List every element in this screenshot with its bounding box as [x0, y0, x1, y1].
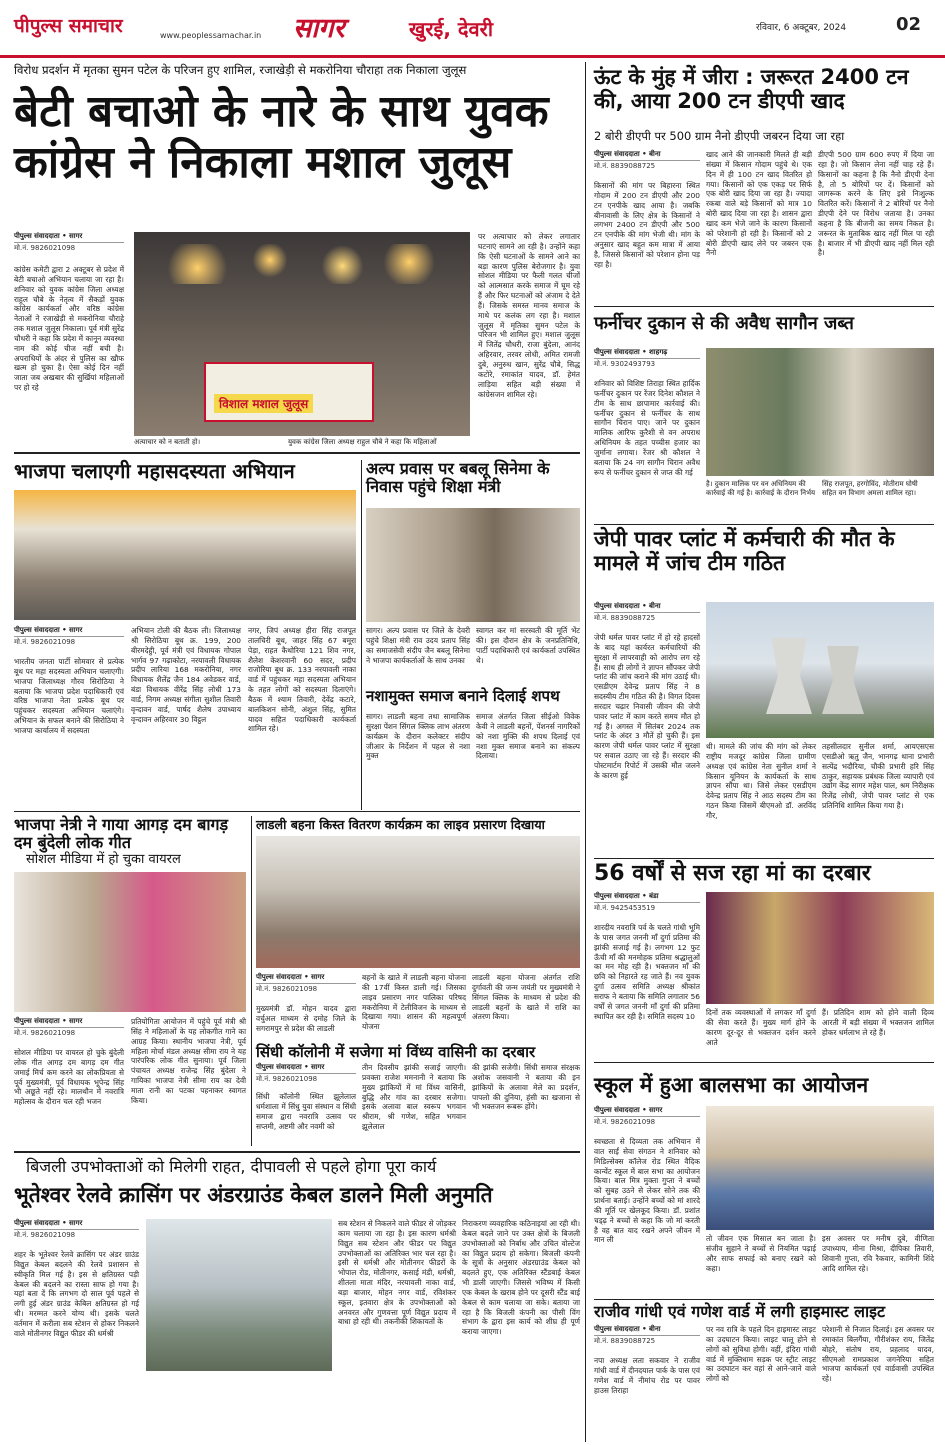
ladli-column-3: लाडली बहना योजना अंतर्गत राशि दुर्गावती की जन्म जयंती पर मुख्यमंत्री ने सिंगल क्लिक के माध्यम से प्रदेश की लाडली बहनों के खाते में राशि का अंतरण किया। — [472, 973, 580, 1022]
school-column-1: स्वच्छता से दिव्यता तक अभियान में वात साईं सेवा संगठन ने शनिवार को मिडिल्सेक्स कॉलेज रोड स्थित वैदिक कान्वेंट स्कूल में बाल सभा का आयोजन किया। बाल मित्र मुक्ता गुप्ता ने बच्चों को सुबह उठने से लेकर सोने तक की प्रार्थना बताई। उन्होंने बच्चों को मां शारदे की मूर्ति पर खेलकूद किया। डॉ. प्रशांत चड्ढ़ ने बच्चों से कहा कि जो मां करती है वह बात याद रखने अपने जीवन में मान ली — [594, 1137, 700, 1245]
school-byline: पीपुल्स संवाददाता • सागर मो.नं. 9826021098 — [594, 1106, 700, 1127]
sagon-headline: फर्नीचर दुकान से की अवैध सागौन जब्त — [594, 313, 854, 334]
divider — [14, 452, 580, 454]
sindhi-byline: पीपुल्स संवाददाता • सागर मो.नं. 9826021098 — [256, 1063, 356, 1084]
jp-column-3: तहसीलदार सुनील शर्मा, आयएसएस एसडीओ ऋतु जैन, भानगढ़ थाना प्रभारी सत्येंद्र भदौरिया, चौकी प्रभारी हरि सिंह ठाकुर, सहायक प्रबंधक जिला व्यापारी एवं उद्योग केंद्र सागर महेश पाल, श्रम निरीक्षक रिजेंद्र लोधी, जेपी पावर प्लांट से एक प्रतिनिधि शामिल किया गया है। — [822, 742, 934, 811]
jp-column-2: थी। मामले की जांच की मांग को लेकर राष्ट्रीय मजदूर कांग्रेस जिला ग्रामीण अध्यक्ष एवं कांग्रेस नेता सुनील शर्मा ने किसान यूनियन के कार्यकर्ता के साथ ज्ञापन सौंपा था। जिसे लेकर एसडीएम देवेन्द्र प्रताप सिंह ने आठ सदस्य टीम का गठन किया जिसमें बीएमओ डॉ. अरविंद गौर, — [706, 742, 816, 820]
babloo-column-1: सागर। अल्प प्रवास पर जिले के देवरी पहुंचे शिक्षा मंत्री राव उदय प्रताप सिंह का समाजसेवी संदीप जैन बबलू सिनेमा ने भाजपा कार्यकर्ताओं के साथ उनका — [366, 626, 470, 665]
sagon-byline: पीपुल्स संवाददाता • शाहगढ़ मो.नं. 9302493793 — [594, 348, 700, 369]
divider — [14, 811, 580, 812]
divider — [594, 306, 934, 307]
mast-column-2: पर नव रात्रि के पहले दिन हाइमास्ट लाइट का उदघाटन किया। लाइट चालू होने से लोगों को सुविधा होगी। वहीं, इंदिरा गांधी वार्ड में मुक्तिधाम सड़क पर स्ट्रीट लाइट का उदघाटन कर वहां से आने-जाने वाले लोगों को — [706, 1325, 816, 1384]
divider — [594, 858, 934, 859]
column-divider — [585, 62, 586, 1442]
singer-photo — [14, 872, 246, 1012]
bjp-byline: पीपुल्स संवाददाता • सागर मो.नं. 9826021098 — [14, 626, 124, 647]
lead-caption-2: युवक कांग्रेस जिला अध्यक्ष राहुल चौबे ने कहा कि महिलाओं — [288, 438, 437, 446]
banner-text: विशाल मशाल जुलूस — [214, 394, 313, 413]
school-column-2: तो जीवन एक मिसाल बन जाता है। संजीव सुहाने ने बच्चों से नियमित पढ़ाई और साफ सफाई को बनाए रखने को कहा। — [706, 1234, 816, 1273]
bijli-kicker: बिजली उपभोक्ताओं को मिलेगी राहत, दीपावली से पहले होगा पूरा कार्य — [26, 1157, 437, 1176]
ladli-headline: लाडली बहना किस्त वितरण कार्यक्रम का लाइव प्रसारण दिखाया — [256, 817, 545, 832]
aagad-headline: भाजपा नेत्री ने गाया आगड़ दम बागड़ दम बुंदेली लोक गीत — [14, 815, 229, 852]
sindhi-column-1: सिंधी कॉलोनी स्थित झूलेलाल धर्मशाला में सिंधु युवा संस्थान व सिंधी समाज द्वारा नवरात्रि उत्सव पर सप्तमी, अष्टमी और नवमी को — [256, 1092, 356, 1131]
sindhi-headline: सिंधी कॉलोनी में सजेगा मां विंध्य वासिनी का दरबार — [256, 1043, 536, 1061]
ladli-column-2: बहनों के खाते में लाडली बहना योजना की 17वीं किस्त डाली गई। जिसका लाइव प्रसारण नगर पालिका परिषद मकरोनिया में टेलीविजन के माध्यम से दिखाया गया। शासन की महत्वपूर्ण योजना — [362, 973, 466, 1032]
jp-byline: पीपुल्स संवाददाता • बीना मो.नं. 8839088725 — [594, 602, 700, 623]
ladli-byline: पीपुल्स संवाददाता • सागर मो.नं. 9826021098 — [256, 973, 356, 994]
lead-kicker: विरोध प्रदर्शन में मृतका सुमन पटेल के परिजन हुए शामिल, रजाखेड़ी से मकरोनिया चौराहा तक निकाला जुलूस — [14, 63, 467, 77]
divider — [594, 1062, 934, 1063]
bjp-column-3: नगर, जिपं अध्यक्ष हीरा सिंह राजपूत तालचिरी बूथ, जाहर सिंह 67 बमूरा पेड़ा, राहत कैथोरिया 121 शिव नगर, शैलेश केशरवानी 60 सदर, प्रदीप राजोरिया बूथ क्र. 133 नरयावली नाका वार्ड में पहुंचकर महा सदस्यता अभियान के तहत लोगों को सदस्यता दिलाएंगे। बैठक में श्याम तिवारी, देवेंद्र कटारे, बालकिशन सोनी, अंशुल सिंह, सुमित यादव सहित पदाधिकारी कार्यकर्ता शामिल रहे। — [248, 626, 356, 734]
nasha-column-2: समाज अंतर्गत जिला सीईओ विवेक केवी ने लाडली बहनों, पेंशनर्स नागरिकों को नशा मुक्ति की शपथ दिलाई एवं नशा मुक्त समाज बनाने का संकल्प दिलाया। — [476, 712, 580, 761]
bijli-column-1b — [14, 1294, 139, 1438]
lead-photo-caption: अत्याचार को न बताती हो। — [134, 438, 201, 446]
torch-flames — [154, 244, 444, 284]
aagad-column-1: सोशल मीडिया पर वायरल हो चुके बुंदेली लोक गीत आगड़ दम बागड़ दम गीत जमाई मिर्च कम करने का लोकप्रियता से पूर्व मुख्यमंत्री, पूर्व विधायक भूपेन्द्र सिंह भी अछूते नहीं रहे। मालथौन में नवरात्रि महोत्सव के दौरान चल रही भजन — [14, 1048, 124, 1107]
lead-column-right: पर अत्याचार को लेकर लगातार घटनाएं सामने आ रही है। उन्होंने कहा कि ऐसी घटनाओं के सामने आने का बड़ा कारण पुलिस बेरोजगार है। युवा सोशल मीडिया पर फैली गलत चीजों को आत्मसात करके समाज में घूम रहे हैं और फिर घटनाओं को अंजाम दे देते हैं। जिसके समस्त मानव समाज के माथे पर कलंक लग रहा है। मशाल जुलूस में मृतिका सुमन पटेल के परिजन भी शामिल हुए। मशाल जुलूस में जितेंद्र चौधरी, राजा बुंदेला, आनंद अहिरवार, तरवर लोधी, अमित रामजी दुबे, अनुरुध खान, सुरेंद्र चौबे, सिद्ध कटोरे, रमाकांत यादव, डॉ. हेमंत लाड़िया सहित बड़ी संख्या में कांग्रेसजन शामिल रहे। — [478, 232, 580, 399]
aagad-subhead: सोशल मीडिया में हो चुका वायरल — [26, 852, 181, 867]
bjp-headline: भाजपा चलाएगी महासदस्यता अभियान — [14, 459, 295, 483]
lead-headline: बेटी बचाओ के नारे के साथ युवक कांग्रेस ने निकाला मशाल जुलूस — [14, 86, 549, 189]
seized-wood-photo — [706, 348, 934, 476]
dap-headline: ऊंट के मुंह में जीरा : जरूरत 2400 टन की, आया 200 टन डीएपी खाद — [594, 65, 909, 113]
rally-photo — [134, 232, 470, 436]
jp-headline: जेपी पावर प्लांट में कर्मचारी की मौत के मामले में जांच टीम गठित — [594, 527, 895, 575]
school-children-photo — [706, 1106, 934, 1230]
sagon-caption-a: है। दुकान मालिक पर वन अधिनियम की कार्रवाई की गई है। कार्रवाई के दौरान निर्भय — [706, 480, 816, 498]
lead-byline: पीपुल्स संवाददाता • सागर मो.नं. 9826021098 — [14, 232, 124, 253]
sindhi-column-3: की झांकी सजेगी। सिंधी समाज संरक्षक अशोक जसवानी ने बताया की इन झांकियों के अलावा मेले का प्रदर्शन, पापलो की दुनिया, हंसी का खजाना से भी भक्तजन रूबरू होंगे। — [472, 1063, 580, 1112]
dap-byline: पीपुल्स संवाददाता • बीना मो.नं. 8839088725 — [594, 150, 700, 171]
durga-column-3: हैं। प्रतिदिन शाम को होने वाली दिव्य आरती में बड़ी संख्या में भक्तजन शामिल होकर धर्मलाभ ले रहे हैं। — [822, 1008, 934, 1037]
durga-column-1: शारदीय नवरात्रि पर्व के चलते गांधी भूमि के पास जगत जननी माँ दुर्गा प्रतिमा की झांकी सजाई गई है। लगभग 12 फुट ऊँची माँ की मनमोहक प्रतिमा श्रद्धालुओं का मन मोह रही है। भक्तजन माँ की छवि को निहारते रह जाते हैं। नव युवक दुर्गा उत्सव समिति अध्यक्ष श्रीकांत सराफ ने बताया कि समिति लगातार 56 वर्षों से जगत जननी माँ दुर्गा की प्रतिमा स्थापित कर रही है। समिति सदस्य 10 — [594, 923, 700, 1021]
mast-headline: राजीव गांधी एवं गणेश वार्ड में लगी हाइमास्ट लाइट — [594, 1302, 886, 1321]
bjp-column-1: भारतीय जनता पार्टी सोमवार से प्रत्येक बूथ पर महा सदस्यता अभियान चलाएगी। भाजपा जिलाध्यक्ष गौरव सिरोठिया ने बताया कि भाजपा प्रदेश पदाधिकारी एवं वरिष्ठ भाजपा नेता प्रत्येक बूथ पर पहुंचकर सदस्यता अभियान चलाएंगे। अभियान के सफल बनाने की सिरोठिया ने भाजपा कार्यालय में सदस्यता — [14, 657, 124, 735]
bjp-column-2: अभियान टोली की बैठक ली। जिलाध्यक्ष श्री सिरोठिया बूथ क्र. 199, 200 बीरमदेहुी, पूर्व मंत्री एवं विधायक गोपाल भार्गव 97 गढ़ाकोटा, नरयावली विधायक प्रदीप लारिया 168 मकरोनिया, नगर विधायक शैलेंद्र जैन 184 अवेडकर वार्ड, बंडा विधायक वीरेंद्र सिंह लोधी 173 वार्ड, निगम अध्यक्ष संगीता सुशील तिवारी वृन्दावन वार्ड, पार्षद शैलेष उपाध्याय वृन्दावन अहिरवार 30 विट्ठल — [131, 626, 241, 724]
mast-byline: पीपुल्स संवाददाता • बीना मो.नं. 8839088725 — [594, 1325, 700, 1346]
bijli-column-3: निराकरण व्यवहारिक कठिनाइयां आ रही थी। केबल बदले जाने पर उक्त क्षेत्रों के बिजली उपभोक्ताओं को निर्बाध और उचित वोल्टेज का विद्युत प्रदाय हो सकेगा। बिजली कंपनी के सूत्रों के अनुसार अंडरग्राउंड केबल को बदलते हुए, एक अतिरिक्त स्टैंडबाई केबल भी डाली जाएगी। जिससे भविष्य में किसी एक केबल के खराब होने पर दूसरी स्टैंड बाई केबल से काम चलाया जा सके। बताया जा रहा है कि बिजली कंपनी का पीसी विंग संभाग के द्वारा इस कार्य को शीघ्र ही पूर्ण कराया जाएगा। — [462, 1219, 580, 1337]
divider — [361, 460, 362, 810]
divider — [251, 816, 252, 1146]
sagon-column-1: शनिवार को विशिष्ट तिराहा स्थित हार्दिक फर्नीचर दुकान पर रेंजर दिनेश कौशल ने टीम के साथ छापामार कार्रवाई की। फर्नीचर दुकान से फर्नीचर के साथ सागौन चिरान पाए। जाने पर दुकान मालिक आरिफ कुरैशी से वन अपराध अधिनियम के तहत पच्चीस हजार का जुर्माना लगाया। रेंजर श्री कौशल ने बताया कि 24 नग सागौन चिरान अवैध रूप से फर्नीचर दुकान से जप्त की गई — [594, 379, 700, 477]
school-column-3: इस अवसर पर मनीष दुबे, वीणिता उपाध्याय, मीना मिश्रा, दीपिका तिवारी, शिवानी गुप्ता, रवि रैकवार, कामिनी शिंदे आदि शामिल रहे। — [822, 1234, 934, 1273]
bijli-byline: पीपुल्स संवाददाता • सागर मो.नं. 9826021098 — [14, 1219, 139, 1240]
power-plant-photo — [706, 602, 934, 738]
dap-column-3: डीएपी 500 ग्राम 600 रुपए में दिया जा रहा है। जो किसान लेना नहीं चाह रहे हैं। किसानों का कहना है कि नैनो डीएपी देना है, तो 5 बोरियों पर दें। किसानों को जागरूक करने के लिए इसे निःशुल्क वितरित करें। किसानों ने 2 बोरियों पर नैनो डीएपी देने पर विरोध जताया है। उनका कहना है कि बीजनी का समय निकल है। जरूरत के मुताबिक खाद नहीं मिल पा रही है। बाजार में भी डीएपी खाद नहीं मिल रही है। — [818, 150, 934, 258]
website-url: www.peoplessamachar.in — [160, 31, 262, 40]
banner-graphic — [204, 362, 374, 422]
aagad-byline: पीपुल्स संवाददाता • सागर मो.नं. 9826021098 — [14, 1017, 124, 1038]
page-number: 02 — [896, 14, 922, 35]
ladli-column-1: मुख्यमंत्री डॉ. मोहन यादव द्वारा वर्चुअल माध्यम से दमोह जिले के सगरामपुर से प्रदेश की लाडली — [256, 1004, 356, 1033]
masthead — [0, 0, 945, 58]
bijli-column-2: सब स्टेशन से निकलने वाले फीडर से जोड़कर काम चलाया जा रहा है। इस कारण धर्मश्री विद्युत सब स्टेशन और फीडर पर विद्युत उपभोक्ताओं का अतिरिक्त भार चल रहा है। इसी से धर्मश्री और मोतीनगर फीडरों के भोपाल रोड, मोतीनगर, कसाई मंडी, धर्मश्री, शीतला माता मंदिर, नरयावली नाका वार्ड, बड़ा बाजार, मोहन नगर वार्ड, रविशंकर स्कूल, इतवारा क्षेत्र के उपभोक्ताओं को अनवरत और गुणवत्ता पूर्ण विद्युत प्रदाय में बाधा हो रही थी। तकनीकी शिकायतों के — [338, 1219, 456, 1327]
nasha-column-1: सागर। लाडली बहना तथा सामाजिक सुरक्षा पेंशन सिंगल क्लिक लाभ अंतरण कार्यक्रम के दौरान कलेक्टर संदीप जीआर के निर्देशन में पहल से नशा मुक्त — [366, 712, 470, 761]
cooling-tower-graphic — [766, 638, 812, 714]
minister-photo — [366, 508, 580, 622]
divider — [594, 1299, 934, 1300]
dap-subhead: 2 बोरी डीएपी पर 500 ग्राम नैनो डीएपी जबरन दिया जा रहा — [594, 129, 845, 143]
divider — [14, 1151, 580, 1153]
lead-column-1: कांग्रेस कमेटी द्वारा 2 अक्टूबर से प्रदेश में बेटी बचाओ अभियान चलाया जा रहा है। शनिवार को युवक कांग्रेस जिला अध्यक्ष राहुल चौबे के नेतृत्व में सैकड़ों युवक कांग्रेस कार्यकर्ता और वरिष्ठ कांग्रेस नेताओं ने रजाखेड़ी से मकरोनिया चौराहे तक मशाल जुलूस निकाला। पूर्व मंत्री सुरेंद्र चौधरी ने कहा कि प्रदेश में कानून व्यवस्था नाम की कोई चीज नहीं बची है। अपराधियों के अंदर से पुलिस का खौफ खत्म हो चुका है। ऐसा कोई दिन नहीं जाता जब अखबार की सुर्खियां महिलाओं पर हो रहे — [14, 265, 124, 393]
newspaper-logo: पीपुल्स समाचार — [14, 15, 123, 37]
bijli-column-1: शहर के भूतेश्वर रेलवे क्रासिंग पर अंडर ग्राउंड विद्युत केबल बदलने की रेलवे प्रशासन से स्वीकृति मिल गई है। इस से क्षतिग्रस्त पड़ी केबल की बदलने का रास्ता साफ हो गया है। यहां बता दें कि लगभग दो साल पूर्व पहले से लगी हुई अंडर ग्राउंड केबिल क्षतिग्रस्त हो गई थी। मरम्मत करने योग्य थी। इसके चलते वर्तमान में करीला सब स्टेशन से होकर निकलने वाले मोतीनगर विद्युत फीडर की धर्मश्री — [14, 1250, 139, 1338]
aagad-column-2: प्रतियोगिता आयोजन में पहुंचे पूर्व मंत्री श्री सिंह ने महिलाओं के यह लोकगीत गाने का आग्रह किया। स्थानीय भाजपा नेत्री, पूर्व महिला मोर्चा मंडल अध्यक्ष सीमा राय ने यह पारंपरिक लोक गीत सुनाया। पूर्व जिला पंचायत अध्यक्ष राजेन्द्र सिंह बुंदेला ने गायिका भाजपा नेत्री सीमा राय का देवी माता रानी का पटका पहनाकर स्वागत किया। — [131, 1017, 246, 1105]
edition-name: खुरई, देवरी — [409, 17, 494, 41]
city-name: सागर — [293, 13, 345, 44]
divider — [594, 524, 934, 525]
dap-column-2: खाद आने की जानकारी मिलते ही बड़ी संख्या में किसान गोदाम पहुंचे थे। एक दिन में ही 100 टन खाद वितरित हो गया। किसानों को एक एकड़ पर सिर्फ एक बोरी खाद दिया जा रहा है। ज्यादा रकबा वाले बड़े किसानों को मात्र 10 बोरी खाद दिया जा रहा है। शासन द्वारा खाद कम भेजे जाने के कारण किसानों को परेशानी हो रही है। किसानों को 2 बोरी डीएपी खाद लेने पर जबरन एक नैनो — [706, 150, 812, 258]
babloo-column-2: स्वागत कर मां सरस्वती की मूर्ति भेंट की। इस दौरान क्षेत्र के जनप्रतिनिधि, पार्टी पदाधिकारी एवं कार्यकर्ता उपस्थित थे। — [476, 626, 580, 665]
bijli-headline: भूतेश्वर रेलवे क्रासिंग पर अंडरग्राउंड केबल डालने मिली अनुमति — [14, 1183, 493, 1207]
durga-byline: पीपुल्स संवाददाता • बंडा मो.नं. 9425453519 — [594, 892, 700, 913]
school-headline: स्कूल में हुआ बालसभा का आयोजन — [594, 1073, 869, 1097]
babloo-headline: अल्प प्रवास पर बबलू सिनेमा के निवास पहुंचे शिक्षा मंत्री — [366, 459, 550, 496]
transformer-photo — [146, 1219, 332, 1371]
ladli-event-photo — [256, 836, 580, 968]
dap-column-1: किसानों की मांग पर बिहारना स्थित गोदाम में 200 टन डीएपी और 200 टन एनपीके खाद आया है। जबकि बीनावासी के लिए क्षेत्र के किसानों ने लगभग 2400 टन डीएपी और 500 टन एनपीके की मांग भेजी थी। मांग के अनुसार खाद बहुत कम मात्रा में आया है, जिससे किसानों को परेशान होना पड़ रहा है। — [594, 181, 700, 269]
durga-column-2: दिनों तक व्यवस्थाओं में लगकर माँ दुर्गा की सेवा करते हैं। मुख्य मार्ग होने के कारण दूर-दूर से भक्तजन दर्शन करने आते — [706, 1008, 816, 1047]
sindhi-column-2: तीन दिवसीय झांकी सजाई जाएगी। प्रवक्ता राजेश ममनानी ने बताया कि मुख्य झांकियों में मां विंध्य वासिनी, बुद्धि और गांव का दरबार सजेगा। इसके अलावा बाल स्वरूप भगवान श्रीराम, श्री गणेश, सहित भगवान झूलेलाल — [362, 1063, 466, 1132]
cooling-tower-graphic — [822, 646, 864, 714]
sagon-caption-b: सिंह राजपूत, हरगोविंद, मोतीराम घोषी सहित वन विभाग अमला शामिल रहा। — [822, 480, 918, 498]
issue-date: रविवार, 6 अक्टूबर, 2024 — [756, 23, 847, 33]
jp-column-1: जेपी थर्मल पावर प्लांट में हो रहे हादसों के बाद यहां कार्यरत कर्मचारियों की सुरक्षा में लापरवाही को आरोप लग रहे हैं। साथ ही लोगों ने ज्ञापन सौंपकर जेपी प्लांट की जांच कराने की मांग उठाई थी। एसडीएम देवेन्द्र प्रताप सिंह ने 8 सदस्यीय टीम गठित की है। विगत दिवस सरदार चढ़ार निवासी जीवन की जेपी पावर प्लांट में काम करते समय मौत हो गई है। अगस्त में सितंबर 2024 तक प्लांट के अंदर 3 मौतें हो चुकी हैं। इस कारण जेपी थर्मल पावर प्लांट में सुरक्षा पर सवाल उठाए जा रहे हैं। सरदार की पोस्टमार्टम रिपोर्ट में उसकी मौत जलने के कारण हुई — [594, 633, 700, 780]
mast-column-3: परेशानी से निजात दिलाई। इस अवसर पर रमाकांत बिलगैंया, गौरीशंकर राय, जितेंद्र बोहरे, संतोष राय, प्रहलाद यादव, सीएमओ रामप्रकाश जगनेरिया सहित भाजपा कार्यकर्ता एवं वार्डवासी उपस्थित रहे। — [822, 1325, 934, 1384]
durga-headline: 56 वर्षों से सज रहा मां का दरबार — [594, 861, 871, 886]
bjp-meeting-photo — [14, 490, 356, 620]
durga-idol-photo — [706, 892, 934, 1004]
nasha-headline: नशामुक्त समाज बनाने दिलाई शपथ — [366, 687, 560, 705]
mast-column-1: नपा अध्यक्ष लता सकवार ने राजीव गांधी वार्ड में दीनदयाल पार्क के पास एवं गणेश वार्ड में नीमांच रोड पर पावर हाउस तिराहा — [594, 1356, 700, 1395]
